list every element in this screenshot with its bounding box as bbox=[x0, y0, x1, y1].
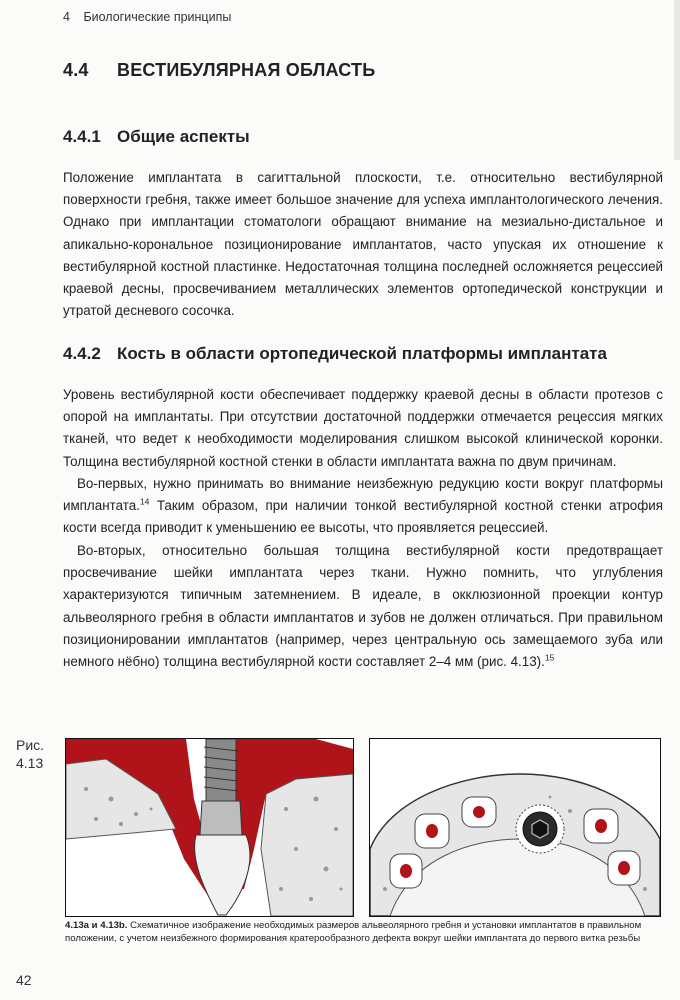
paragraph-bone-level: Уровень вестибулярной кости обеспечивает поддержку краевой десны в области протезов с опорой на имплантаты. При отсутствии достаточной поддержки отмечается рецессия мягких тканей, что ведет к необходимости моделирования слишком высокой клинической коронки. Толщина вестибулярной костной стенки в области имплантата важна по двум причинам. bbox=[63, 387, 663, 469]
figure-caption bbox=[65, 920, 665, 945]
paragraph-text: Во-первых, нужно принимать во внимание неизбежную редукцию кости вокруг платформы имплантата. bbox=[63, 476, 663, 514]
chapter-title: Биологические принципы bbox=[83, 10, 232, 24]
figure-label bbox=[16, 736, 44, 772]
paragraph-text: Во-вторых, относительно большая толщина вестибулярной кости предотвращает просвечивание шейки имплантата через ткани. Нужно помнить, что углубления характеризуются типичным затемнением. В идеале, в окклюзионной проекции контур альвеолярного гребня в области имплантатов и зубов не должен отличаться. При правильном позиционировании имплантатов (например, через центральную ось замещаемого зуба или немного нёбно) толщина вестибулярной кости составляет 2–4 мм (рис. 4.13). bbox=[63, 543, 663, 670]
paragraph-general-aspects: Положение имплантата в сагиттальной плоскости, т.е. относительно вестибулярной поверхности гребня, также имеет большое значение для успеха имплантологического лечения. Однако при имплантации стоматологи обращают внимание на мезиально-дистальное и апикально-корональное позиционирование имплантатов, часто упуская их отношение к вестибулярной костной пластинке. Недостаточная толщина последней осложняется рецессией краевой десны, просвечиванием металлических элементов ортопедической конструкции и утратой десневого сосочка. bbox=[63, 170, 663, 319]
paragraph-text: Таким образом, при наличии тонкой вестибулярной костной стенки атрофия кости всегда приводит к уменьшению ее высоты, что проявляется рецессией. bbox=[63, 498, 663, 536]
page-edge-shadow bbox=[674, 0, 680, 160]
paragraph-first-reason bbox=[63, 473, 663, 540]
reference-15: 15 bbox=[544, 652, 555, 663]
caption-figure-id: 4.13a и 4.13b. bbox=[65, 920, 128, 931]
figure-4-13a bbox=[65, 738, 354, 917]
subsection-number: 4.4.2 bbox=[63, 344, 101, 363]
figure-4-13b bbox=[369, 738, 661, 917]
subsection-heading-bone bbox=[63, 344, 607, 364]
running-header bbox=[63, 10, 231, 24]
chapter-number: 4 bbox=[63, 10, 70, 24]
subsection-number: 4.4.1 bbox=[63, 127, 101, 146]
section-title: ВЕСТИБУЛЯРНАЯ ОБЛАСТЬ bbox=[117, 60, 376, 80]
figure-label-number: 4.13 bbox=[16, 755, 44, 771]
section-heading bbox=[63, 60, 375, 81]
paragraph-second-reason bbox=[63, 540, 663, 673]
reference-14: 14 bbox=[139, 496, 150, 507]
implant-sagittal-illustration bbox=[66, 739, 353, 916]
section-number: 4.4 bbox=[63, 60, 89, 80]
subsection-title: Общие аспекты bbox=[117, 127, 250, 146]
figure-label-prefix: Рис. bbox=[16, 737, 45, 753]
occlusal-arch-illustration bbox=[370, 739, 660, 916]
caption-text: Схематичное изображение необходимых размеров альвеолярного гребня и установки имплантатов в правильном положении, с учетом неизбежного формирования кратерообразного дефекта вокруг шейки имплантата до первого витка резьбы bbox=[65, 920, 642, 944]
page-number: 42 bbox=[16, 972, 32, 988]
subsection-heading-general bbox=[63, 127, 250, 147]
subsection-title: Кость в области ортопедической платформы имплантата bbox=[117, 344, 607, 363]
